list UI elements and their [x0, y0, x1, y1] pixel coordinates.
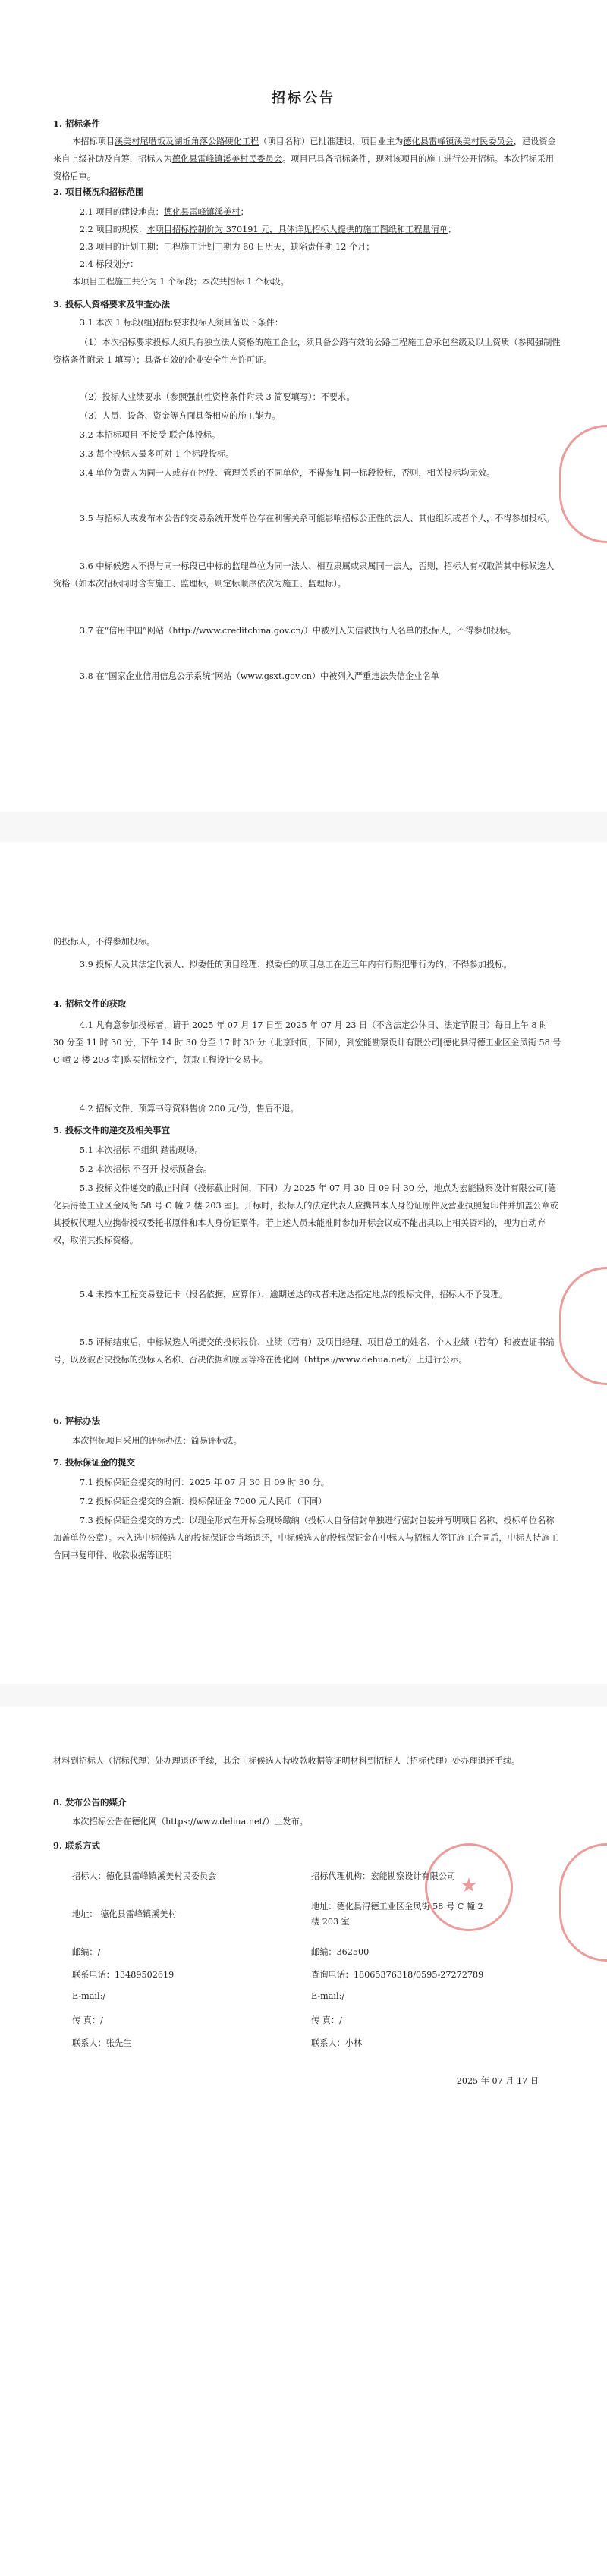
seal-stamp-edge-2: [559, 1267, 607, 1385]
section-9-heading: 9. 联系方式: [53, 1840, 101, 1851]
contact-tenderer-email: E-mail:/: [72, 1991, 106, 2001]
s5-l2: 5.2 本次招标 不召开 投标预备会。: [80, 1164, 212, 1174]
s7-l3: 7.3 投标保证金提交的方式：以现金形式在开标会现场缴纳（投标人自备信封单独进行密封包装并写明项目名称、投标单位名称加盖单位公章）。未入选中标候选人的投标保证金当场退还，中标候选人的投标保证金在中标人与招标人签订施工合同后，中标人持施工合同书复印件、收款收据等证明: [53, 1516, 558, 1560]
page-3: [0, 1707, 607, 2576]
s3-l2: （1）本次招标要求投标人须具有独立法人资格的施工企业，须具备公路有效的公路工程施工总承包叁级及以上资质（参照强制性资格条件附录 1 填写）；具备有效的企业安全生产许可证。: [53, 338, 561, 365]
s3-l9: 3.6 中标候选人不得与同一标段已中标的监理单位为同一法人、相互隶属或隶属同一法人，否则，招标人有权取消其中标候选人资格（如本次招标同时含有施工、监理标，则定标顺序依次为施工、监理标）。: [53, 561, 555, 589]
page-title: 招标公告: [272, 90, 335, 106]
s5-l5: 5.5 评标结束后，中标候选人所提交的投标报价、业绩（若有）及项目经理、项目总工的姓名、个人业绩（若有）和被查证书编号，以及被否决投标的投标人名称、否决依据和原因等将在德化网（https://www.dehua.net/）上进行公示。: [53, 1337, 555, 1365]
s3-l7: 3.4 单位负责人为同一人或存在控股、管理关系的不同单位，不得参加同一标段投标，否则，相关投标均无效。: [80, 468, 495, 478]
section-4-heading: 4. 招标文件的获取: [53, 998, 127, 1009]
section-1-heading: 1. 招标条件: [53, 118, 101, 129]
contact-agency-postcode: 邮编：362500: [311, 1947, 370, 1957]
contact-agency-person: 联系人：小林: [311, 2038, 363, 2048]
s6-l1: 本次招标项目采用的评标办法：简易评标法。: [72, 1436, 242, 1446]
s3-l11: 3.8 在“国家企业信用信息公示系统”网站（www.gsxt.gov.cn）中被列入严重违法失信企业名单: [80, 671, 439, 681]
page-1: [0, 0, 607, 812]
s4-l1: 4.1 凡有意参加投标者，请于 2025 年 07 月 17 日至 2025 年 07 月 23 日（不含法定公休日、法定节假日）每日上午 8 时 30 分至 11 时 30 分，下午 14 时 30 分至 17 时 30 分（北京时间，下同），到宏能勘察设计有限公司[德化县浔德工业区金凤街 58 号 C 幢 2 楼 203 室]购买招标文件，领取工程设计交易卡。: [53, 1020, 561, 1065]
contact-tenderer-person: 联系人：张先生: [72, 2038, 132, 2048]
s5-l4: 5.4 未按本工程交易登记卡（报名依据，应算作），逾期送达的或者未送达指定地点的投标文件，招标人不予受理。: [80, 1290, 508, 1299]
contact-agency-email: E-mail:/: [311, 1991, 345, 2001]
s7-l2: 7.2 投标保证金提交的金额：投标保证金 7000 元人民币（下同）: [80, 1497, 327, 1506]
s5-l3: 5.3 投标文件递交的截止时间（投标截止时间，下同）为 2025 年 07 月 30 日 09 时 30 分，地点为宏能勘察设计有限公司[德化县浔德工业区金凤街 58 号 C 幢 2 楼 203 室]。开标时，投标人的法定代表人应携带本人身份证原件及营业执照复印件并加盖公章或其授权代理人应携带授权委托书原件和本人身份证原件。若上述人员未能准时参加开标会议或不能出具以上相关资料的，视为自动弃权，取消其投标资格。: [53, 1183, 558, 1246]
contact-tenderer-fax: 传 真：/: [72, 2015, 103, 2025]
section-2-heading: 2. 项目概况和招标范围: [53, 187, 144, 197]
section-8-heading: 8. 发布公告的媒介: [53, 1797, 127, 1808]
contact-tenderer-postcode: 邮编：/: [72, 1947, 101, 1957]
s3-l11-cont: 的投标人，不得参加投标。: [53, 937, 156, 947]
seal-stamp-edge: [559, 425, 607, 543]
s7-l3-cont: 材料到招标人（招标代理）处办理退还手续，其余中标候选人持收款收据等证明材料到招标人（招标代理）处办理退还手续。: [53, 1756, 521, 1766]
s2-location: 2.1 项目的建设地点：德化县雷峰镇溪美村；: [80, 207, 249, 217]
contact-agency-fax: 传 真：/: [311, 2015, 342, 2025]
page-gap: [0, 812, 607, 842]
contact-agency-phone: 查询电话：18065376318/0595-27272789: [311, 1970, 484, 1980]
agency-seal-icon: ★: [425, 1843, 513, 1931]
contact-agency: 招标代理机构：宏能勘察设计有限公司: [311, 1871, 456, 1881]
contact-tenderer: 招标人：德化县雷峰镇溪美村民委员会: [72, 1871, 217, 1881]
project-name: 溪美村尾厝坂及湖坵角落公路硬化工程: [114, 137, 259, 146]
contact-agency-address-2: 楼 203 室: [311, 1917, 350, 1927]
s2-duration: 2.3 项目的计划工期：工程施工计划工期为 60 日历天，缺陷责任期 12 个月；: [80, 242, 375, 252]
project-owner: 德化县雷峰镇溪美村民委员会: [403, 137, 514, 146]
s7-l1: 7.1 投标保证金提交的时间：2025 年 07 月 30 日 09 时 30 分。: [80, 1478, 329, 1487]
page-gap-2: [0, 1684, 607, 1707]
s3-l12: 3.9 投标人及其法定代表人、拟委任的项目经理、拟委任的项目总工在近三年内有行贿犯罪行为的，不得参加投标。: [80, 960, 512, 969]
page-2: [0, 842, 607, 1684]
s2-scale: 2.2 项目的规模：本项目招标控制价为 370191 元，具体详见招标人提供的施工图纸和工程量清单；: [80, 225, 457, 234]
s2-lots-detail: 本项目工程施工共分为 1 个标段；本次共招标 1 个标段。: [72, 277, 289, 287]
s3-l4: （3）人员、设备、资金等方面具备相应的施工能力。: [80, 411, 281, 421]
s3-l1: 3.1 本次 1 标段(组)招标要求投标人须具备以下条件：: [80, 318, 284, 328]
s2-lots: 2.4 标段划分：: [80, 259, 139, 269]
section-7-heading: 7. 投标保证金的提交: [53, 1457, 136, 1468]
s3-l3: （2）投标人业绩要求（参照强制性资格条件附录 3 简要填写）：不要求。: [80, 392, 355, 402]
section-3-heading: 3. 投标人资格要求及审查办法: [53, 299, 171, 309]
s3-l8: 3.5 与招标人或发布本公告的交易系统开发单位存在利害关系可能影响招标公正性的法人、其他组织或者个人，不得参加投标。: [80, 514, 555, 523]
s3-l5: 3.2 本招标项目 不接受 联合体投标。: [80, 430, 221, 440]
contact-tenderer-address: 地址： 德化县雷峰镇溪美村: [72, 1909, 177, 1919]
s3-l6: 3.3 每个投标人最多可对 1 个标段投标。: [80, 449, 234, 459]
section-1-text: 本招标项目溪美村尾厝坂及湖坵角落公路硬化工程（项目名称）已批准建设，项目业主为德化县雷峰镇溪美村民委员会，建设资金来自上级补助及自筹，招标人为德化县雷峰镇溪美村民委员会。项目已具备招标条件，现对该项目的施工进行公开招标。本次招标采用资格后审。: [53, 137, 556, 181]
s4-l2: 4.2 招标文件、预算书等资料售价 200 元/份，售后不退。: [80, 1104, 299, 1114]
contact-tenderer-phone: 联系电话：13489502619: [72, 1970, 175, 1980]
contact-agency-address: 地址：德化县浔德工业区金凤街 58 号 C 幢 2: [311, 1902, 483, 1912]
seal-stamp-edge-3: [559, 1843, 607, 1962]
s8-l1: 本次招标公告在德化网（https://www.dehua.net/）上发布。: [72, 1817, 308, 1827]
notice-date: 2025 年 07 月 17 日: [456, 2076, 539, 2086]
section-5-heading: 5. 投标文件的递交及相关事宜: [53, 1125, 171, 1136]
s5-l1: 5.1 本次招标 不组织 踏勘现场。: [80, 1145, 203, 1155]
s3-l10: 3.7 在“信用中国”网站（http://www.creditchina.gov.cn/）中被列入失信被执行人名单的投标人，不得参加投标。: [80, 626, 517, 636]
tenderer-name: 德化县雷峰镇溪美村民委员会: [171, 154, 283, 164]
section-6-heading: 6. 评标办法: [53, 1415, 101, 1426]
